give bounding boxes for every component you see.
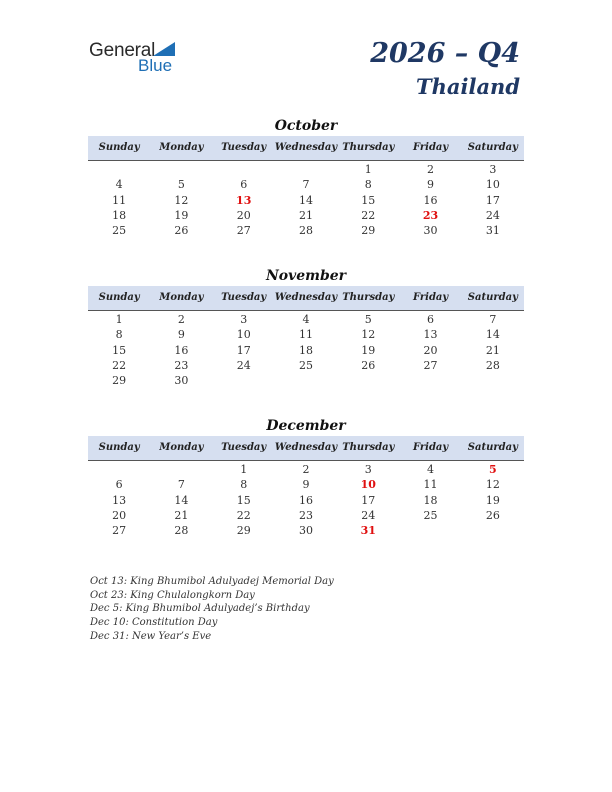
day-cell: 24: [236, 358, 251, 372]
day-cell: 4: [115, 178, 123, 192]
day-cell: 17: [485, 193, 500, 207]
day-cell: 2: [177, 313, 185, 326]
day-cell: [462, 523, 524, 538]
day-cell: 22: [236, 508, 251, 522]
week-row: [88, 373, 524, 388]
day-cell: 8: [364, 178, 372, 192]
day-cell: 31: [485, 224, 500, 238]
week-row: [88, 312, 524, 327]
weekday-label: Monday: [159, 292, 204, 303]
day-cell: 29: [236, 524, 251, 538]
day-cell: [399, 523, 461, 538]
day-cell: 23: [174, 358, 189, 372]
week-row: [88, 477, 524, 492]
weekday-label: Tuesday: [221, 292, 267, 303]
day-cell: [88, 462, 150, 477]
day-cell: 5: [489, 463, 497, 476]
day-cell: 12: [361, 328, 376, 342]
day-cell: [275, 162, 337, 177]
weekday-label: Friday: [412, 142, 449, 153]
day-cell: [150, 462, 212, 477]
day-cell: 21: [485, 343, 500, 357]
day-cell: 22: [361, 208, 376, 222]
weekday-header: [88, 286, 524, 311]
month-name: December: [266, 418, 346, 434]
week-row: [88, 523, 524, 538]
day-cell: 6: [240, 178, 248, 192]
weekday-label: Tuesday: [221, 442, 267, 453]
week-row: [88, 208, 524, 223]
day-cell: 11: [298, 328, 313, 342]
weekday-label: Monday: [159, 142, 204, 153]
logo: [89, 40, 189, 76]
day-cell: 27: [423, 358, 438, 372]
weekday-label: Saturday: [467, 142, 518, 153]
day-cell: 3: [240, 313, 248, 326]
week-row: [88, 462, 524, 477]
day-cell: 19: [361, 343, 376, 357]
day-cell: 7: [177, 478, 185, 492]
month-december: [88, 416, 524, 538]
logo-general-text: General: [89, 40, 156, 61]
day-cell: [213, 373, 275, 388]
country-name: Thailand: [415, 74, 520, 99]
month-name: November: [265, 268, 347, 284]
day-cell: 10: [236, 328, 251, 342]
day-cell: 3: [364, 463, 372, 476]
day-cell: 28: [298, 224, 313, 238]
logo-blue-text: Blue: [138, 56, 173, 75]
day-cell: 10: [360, 478, 376, 492]
day-cell: 17: [236, 343, 251, 357]
week-row: [88, 343, 524, 358]
weekday-label: Wednesday: [274, 142, 338, 153]
day-cell: 14: [174, 493, 189, 507]
holiday-note: Dec 10: Constitution Day: [90, 617, 218, 629]
day-cell: 11: [423, 478, 438, 492]
day-cell: 16: [423, 193, 438, 207]
day-cell: 29: [361, 224, 376, 238]
day-cell: 24: [361, 508, 376, 522]
day-cell: 20: [236, 208, 251, 222]
page-title: 2026 – Q4: [370, 38, 520, 69]
day-cell: 18: [298, 343, 313, 357]
holiday-note: Dec 31: New Year’s Eve: [90, 630, 212, 642]
day-cell: 25: [298, 358, 313, 372]
weekday-label: Wednesday: [274, 292, 338, 303]
month-november: [88, 266, 524, 388]
day-cell: [213, 162, 275, 177]
day-cell: 16: [174, 343, 189, 357]
day-cell: 18: [112, 208, 127, 222]
weekday-label: Thursday: [342, 142, 395, 153]
week-row: [88, 223, 524, 238]
day-cell: 26: [361, 358, 376, 372]
day-cell: 25: [423, 508, 438, 522]
day-cell: [399, 373, 461, 388]
day-cell: 14: [298, 193, 313, 207]
day-cell: 14: [485, 328, 500, 342]
day-cell: 9: [302, 478, 310, 492]
day-cell: 3: [489, 163, 497, 176]
day-cell: 4: [427, 463, 435, 476]
holiday-notes: [90, 575, 334, 644]
day-cell: 13: [236, 193, 252, 207]
day-cell: 23: [298, 508, 313, 522]
weekday-label: Thursday: [342, 442, 395, 453]
day-cell: 26: [174, 224, 189, 238]
day-cell: 8: [115, 328, 123, 342]
day-cell: 27: [112, 524, 127, 538]
day-cell: 2: [302, 463, 310, 476]
day-cell: 8: [240, 478, 248, 492]
week-row: [88, 493, 524, 508]
weekday-header: [88, 436, 524, 461]
day-cell: 12: [174, 193, 189, 207]
day-cell: 15: [112, 343, 127, 357]
day-cell: 31: [360, 524, 376, 538]
holiday-note: Dec 5: King Bhumibol Adulyadej’s Birthday: [90, 603, 310, 615]
day-cell: 11: [112, 193, 127, 207]
day-cell: 1: [364, 163, 372, 176]
day-cell: [337, 373, 399, 388]
day-cell: 30: [174, 374, 189, 388]
day-cell: 4: [302, 313, 310, 326]
day-cell: 5: [177, 178, 185, 192]
week-row: [88, 508, 524, 523]
day-cell: 24: [485, 208, 500, 222]
day-cell: [150, 162, 212, 177]
weekday-label: Friday: [412, 292, 449, 303]
day-cell: 16: [298, 493, 313, 507]
weekday-label: Thursday: [342, 292, 395, 303]
day-cell: 17: [361, 493, 376, 507]
day-cell: 6: [115, 478, 123, 492]
day-cell: 28: [174, 524, 189, 538]
day-cell: 30: [298, 524, 313, 538]
day-cell: 13: [112, 493, 127, 507]
holiday-note: Oct 13: King Bhumibol Adulyadej Memorial Day: [90, 576, 334, 587]
weekday-label: Sunday: [98, 142, 140, 153]
weekday-label: Sunday: [98, 292, 140, 303]
day-cell: 18: [423, 493, 438, 507]
day-cell: 7: [489, 313, 497, 326]
week-row: [88, 358, 524, 373]
day-cell: 5: [364, 313, 372, 326]
week-row: [88, 177, 524, 192]
day-cell: 9: [177, 328, 185, 342]
weekday-label: Tuesday: [221, 142, 267, 153]
day-cell: 7: [302, 178, 310, 192]
week-row: [88, 327, 524, 342]
day-cell: 25: [112, 224, 127, 238]
weekday-label: Friday: [412, 442, 449, 453]
day-cell: 19: [174, 208, 189, 222]
weekday-header: [88, 136, 524, 161]
day-cell: [88, 162, 150, 177]
day-cell: 2: [427, 163, 435, 176]
day-cell: 10: [485, 178, 500, 192]
day-cell: 28: [485, 358, 500, 372]
weekday-label: Saturday: [467, 442, 518, 453]
weekday-label: Wednesday: [274, 442, 338, 453]
day-cell: 13: [423, 328, 438, 342]
day-cell: 15: [236, 493, 251, 507]
holiday-note: Oct 23: King Chulalongkorn Day: [90, 589, 255, 601]
day-cell: 21: [174, 508, 189, 522]
month-october: [88, 116, 524, 238]
day-cell: 20: [423, 343, 438, 357]
day-cell: 1: [115, 313, 123, 326]
day-cell: 22: [112, 358, 127, 372]
day-cell: 29: [112, 374, 127, 388]
day-cell: [275, 373, 337, 388]
logo-flag-icon: [153, 42, 175, 56]
weekday-label: Saturday: [467, 292, 518, 303]
weekday-label: Sunday: [98, 442, 140, 453]
day-cell: 6: [427, 313, 435, 326]
day-cell: 1: [240, 463, 248, 476]
weekday-label: Monday: [159, 442, 204, 453]
day-cell: 26: [485, 508, 500, 522]
day-cell: [462, 373, 524, 388]
day-cell: 20: [112, 508, 127, 522]
day-cell: 12: [485, 478, 500, 492]
day-cell: 27: [236, 224, 251, 238]
day-cell: 9: [427, 178, 435, 192]
day-cell: 30: [423, 224, 438, 238]
month-name: October: [274, 118, 338, 134]
week-row: [88, 162, 524, 177]
week-row: [88, 193, 524, 208]
day-cell: 21: [298, 208, 313, 222]
day-cell: 23: [422, 208, 439, 222]
day-cell: 15: [361, 193, 376, 207]
day-cell: 19: [485, 493, 500, 507]
